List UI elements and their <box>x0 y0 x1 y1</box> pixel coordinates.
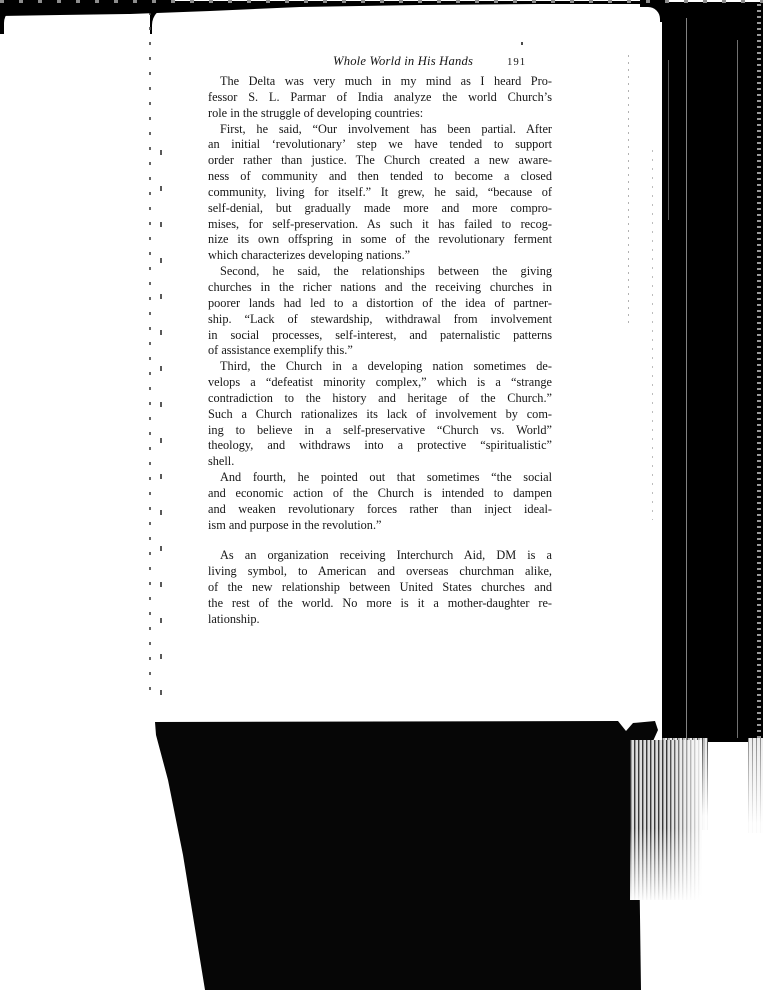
text-line: ism and purpose in the revolution.” <box>208 517 382 532</box>
scan-speck <box>521 42 523 45</box>
page-number: 191 <box>507 56 527 68</box>
text-line: of the new relationship between United States churches and <box>208 580 552 595</box>
text-line: poorer lands had led to a distortion of the idea of partner- <box>208 295 552 310</box>
margin-dotted-line <box>628 55 629 325</box>
scan-fade-transition <box>748 738 763 833</box>
scan-right-black-column <box>662 2 763 742</box>
body-text-block <box>208 74 552 628</box>
text-line: ing to believe in a self-preservative “Church vs. World” <box>208 422 552 437</box>
running-head: Whole World in His Hands <box>333 54 474 68</box>
text-line: ship. “Lack of stewardship, withdrawal from involvement <box>208 311 552 326</box>
text-line: ness of community and then tended to become a closed <box>208 169 552 184</box>
paragraph <box>208 359 552 470</box>
text-line: Such a Church rationalizes its lack of involvement by com- <box>208 406 552 421</box>
text-line: velops a “defeatist minority complex,” which is a “strange <box>208 375 552 390</box>
text-line: theology, and withdraws into a protective “spiritualistic” <box>208 438 552 453</box>
scan-streak-line <box>686 18 687 740</box>
margin-dotted-line <box>652 150 653 520</box>
text-line: lationship. <box>208 611 260 626</box>
text-line: living symbol, to American and overseas churchman alike, <box>208 564 552 579</box>
text-line: community, living for itself.” It grew, he said, “because of <box>208 184 552 199</box>
page-seam-dashed-line <box>149 12 151 692</box>
text-line: an initial ‘revolutionary’ step we have tended to support <box>208 137 552 152</box>
text-line: shell. <box>208 454 235 469</box>
text-line: First, he said, “Our involvement has been partial. After <box>220 121 552 136</box>
text-line: Second, he said, the relationships between the giving <box>220 264 552 279</box>
text-line: As an organization receiving Interchurch Aid, DM is a <box>220 548 552 563</box>
text-line: in social processes, self-interest, and paternalistic patterns <box>208 327 552 342</box>
gutter-tick-marks <box>160 150 162 715</box>
text-line: fessor S. L. Parmar of India analyze the world Church’s <box>208 89 552 104</box>
scan-speckle-edge <box>757 4 761 738</box>
paragraph <box>208 264 552 359</box>
paragraph <box>208 548 552 627</box>
text-line: which characterizes developing nations.” <box>208 248 411 263</box>
text-line: The Delta was very much in my mind as I heard Pro- <box>220 74 552 88</box>
text-line: order rather than justice. The Church created a new aware- <box>208 153 552 168</box>
text-line: contradiction to the history and heritage of the Church.” <box>208 390 552 405</box>
paragraph <box>208 74 552 122</box>
text-line: the rest of the world. No more is it a mother-daughter re- <box>208 596 552 610</box>
text-line: churches in the richer nations and the receiving churches in <box>208 279 552 294</box>
scan-streak-line <box>737 40 738 738</box>
facing-page-edge <box>4 7 150 990</box>
text-line: role in the struggle of developing countries: <box>208 105 424 120</box>
text-line: mises, for self-preservation. As such it has failed to recog- <box>208 216 552 231</box>
scan-hatch-texture <box>630 740 702 900</box>
paragraph <box>208 470 552 533</box>
text-line: and weaken revolutionary forces rather than inject ideal- <box>208 501 552 516</box>
text-line: nize its own offspring in some of the revolutionary ferment <box>208 232 552 247</box>
scan-top-dashed-edge <box>0 0 763 3</box>
scan-streak-line <box>668 60 669 220</box>
text-line: and economic action of the Church is intended to dampen <box>208 485 552 500</box>
paragraph <box>208 122 552 265</box>
text-line: Third, the Church in a developing nation sometimes de- <box>220 359 552 374</box>
text-line: of assistance exemplify this.” <box>208 343 353 358</box>
text-line: self-denial, but gradually made more and more compro- <box>208 200 552 215</box>
text-line: And fourth, he pointed out that sometimes “the social <box>220 470 552 485</box>
